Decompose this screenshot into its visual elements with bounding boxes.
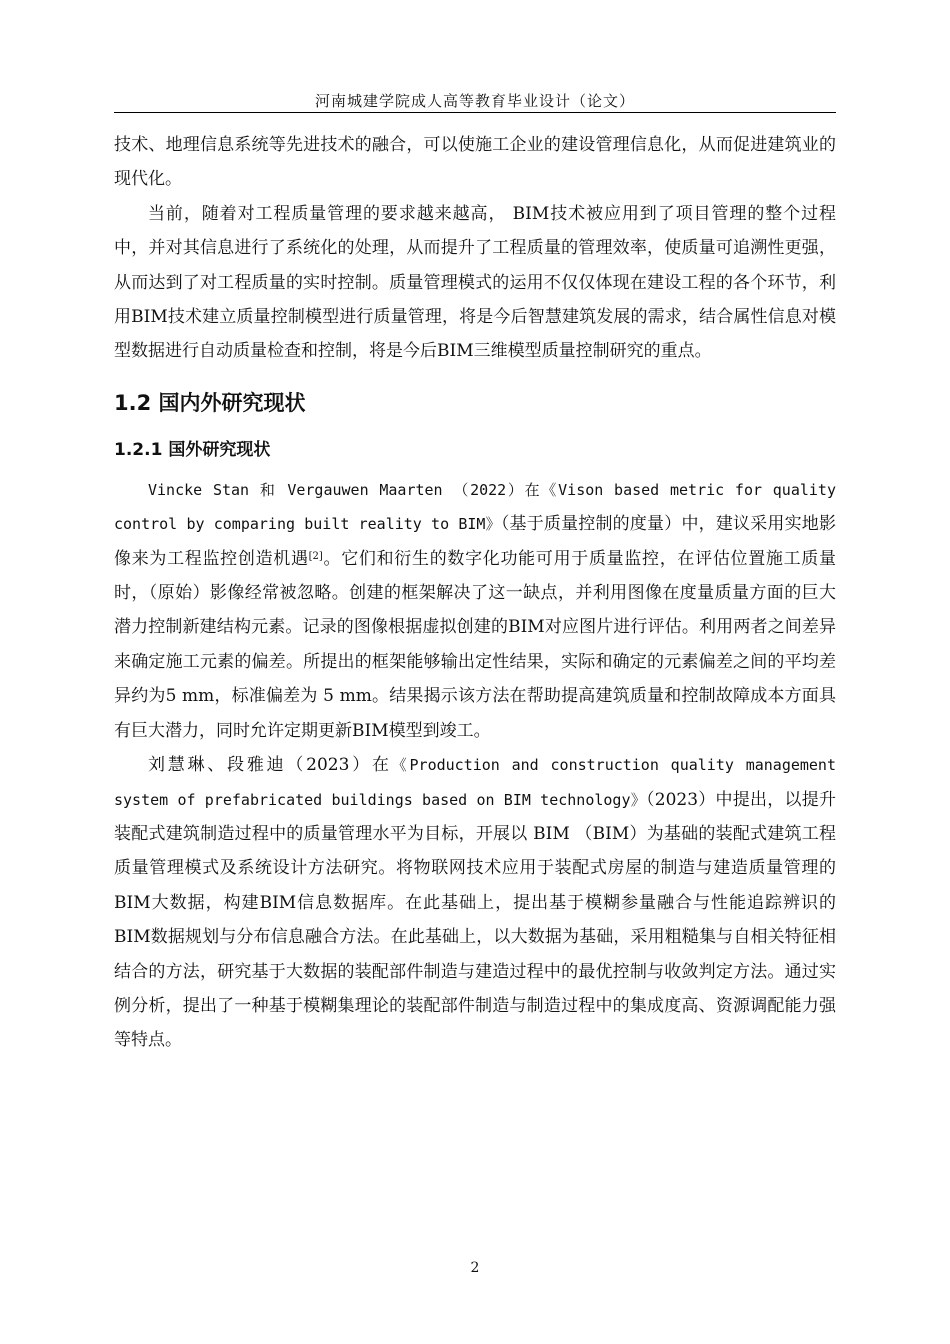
p3-authors: Vincke Stan 和 Vergauwen Maarten （2022）在 xyxy=(148,480,542,499)
p4-title: 《Production and construction quality management system of prefabricated buildings based on BIM technology》 xyxy=(114,756,836,809)
page-number: 2 xyxy=(470,1260,480,1276)
running-header: 河南城建学院成人高等教育毕业设计（论文） xyxy=(314,92,635,110)
subsection-heading xyxy=(114,427,836,473)
p3-title: 《Vison based metric for quality control by comparing built reality to BIM》 xyxy=(114,480,836,534)
section-title: 国内外研究现状 xyxy=(158,390,306,415)
p4-authors: 刘慧琳、段雅迪（2023）在 xyxy=(148,755,392,776)
paragraph-vincke xyxy=(114,473,836,748)
citation-ref: [2] xyxy=(308,550,323,562)
subsection-number: 1.2.1 xyxy=(114,439,163,460)
p3-translated: （基于质量控制的度量） xyxy=(500,514,682,535)
p4-rest: （2023）中提出，以提升装配式建筑制造过程中的质量管理水平为目标，开展以 BIM （BIM）为基础的装配式建筑工程质量管理模式及系统设计方法研究。将物联网技术应用于装配式房屋的制造与建造质量管理的BIM大数据，构建BIM信息数据库。在此基础上，提出基于模糊参量融合与性能追踪辨识的 BIM数据规划与分布信息融合方法。在此基础上，以大数据为基础，采用粗糙集与自相关特征相结合的方法，研究基于大数据的装配部件制造与建造过程中的最优控制与收敛判定方法。通过实例分析，提出了一种基于模糊集理论的装配部件制造与制造过程中的集成度高、资源调配能力强等特点。 xyxy=(114,789,836,1051)
paragraph-liu xyxy=(114,748,836,1058)
p3-middle: 中，建议采用实地影像来为工程监控创造机遇 xyxy=(114,514,837,569)
subsection-title: 国外研究现状 xyxy=(168,439,271,460)
section-number: 1.2 xyxy=(114,390,152,415)
paragraph-continuation: 技术、地理信息系统等先进技术的融合，可以使施工企业的建设管理信息化，从而促进建筑业的现代化。 xyxy=(114,135,836,190)
p3-rest: 。它们和衍生的数字化功能可用于质量监控，在评估位置施工质量时，（原始）影像经常被忽略。创建的框架解决了这一缺点，并利用图像在度量质量方面的巨大潜力控制新建结构元素。记录的图像根据虚拟创建的BIM对应图片进行评估。利用两者之间差异来确定施工元素的偏差。所提出的框架能够输出定性结果，实际和确定的元素偏差之间的平均差异约为5 mm，标准偏差为 5 mm。结果揭示该方法在帮助提高建筑质量和控制故障成本方面具有巨大潜力，同时允许定期更新BIM模型到竣工。 xyxy=(114,548,837,741)
section-heading xyxy=(114,379,836,427)
paragraph-bim-quality: 当前，随着对工程质量管理的要求越来越高， BIM技术被应用到了项目管理的整个过程中，并对其信息进行了系统化的处理，从而提升了工程质量的管理效率，使质量可追溯性更强，从而达到了对工程质量的实时控制。质量管理模式的运用不仅仅体现在建设工程的各个环节，利用BIM技术建立质量控制模型进行质量管理，将是今后智慧建筑发展的需求，结合属性信息对模型数据进行自动质量检查和控制，将是今后BIM三维模型质量控制研究的重点。 xyxy=(114,203,836,362)
header-divider xyxy=(114,112,836,113)
page-body xyxy=(114,128,836,1058)
